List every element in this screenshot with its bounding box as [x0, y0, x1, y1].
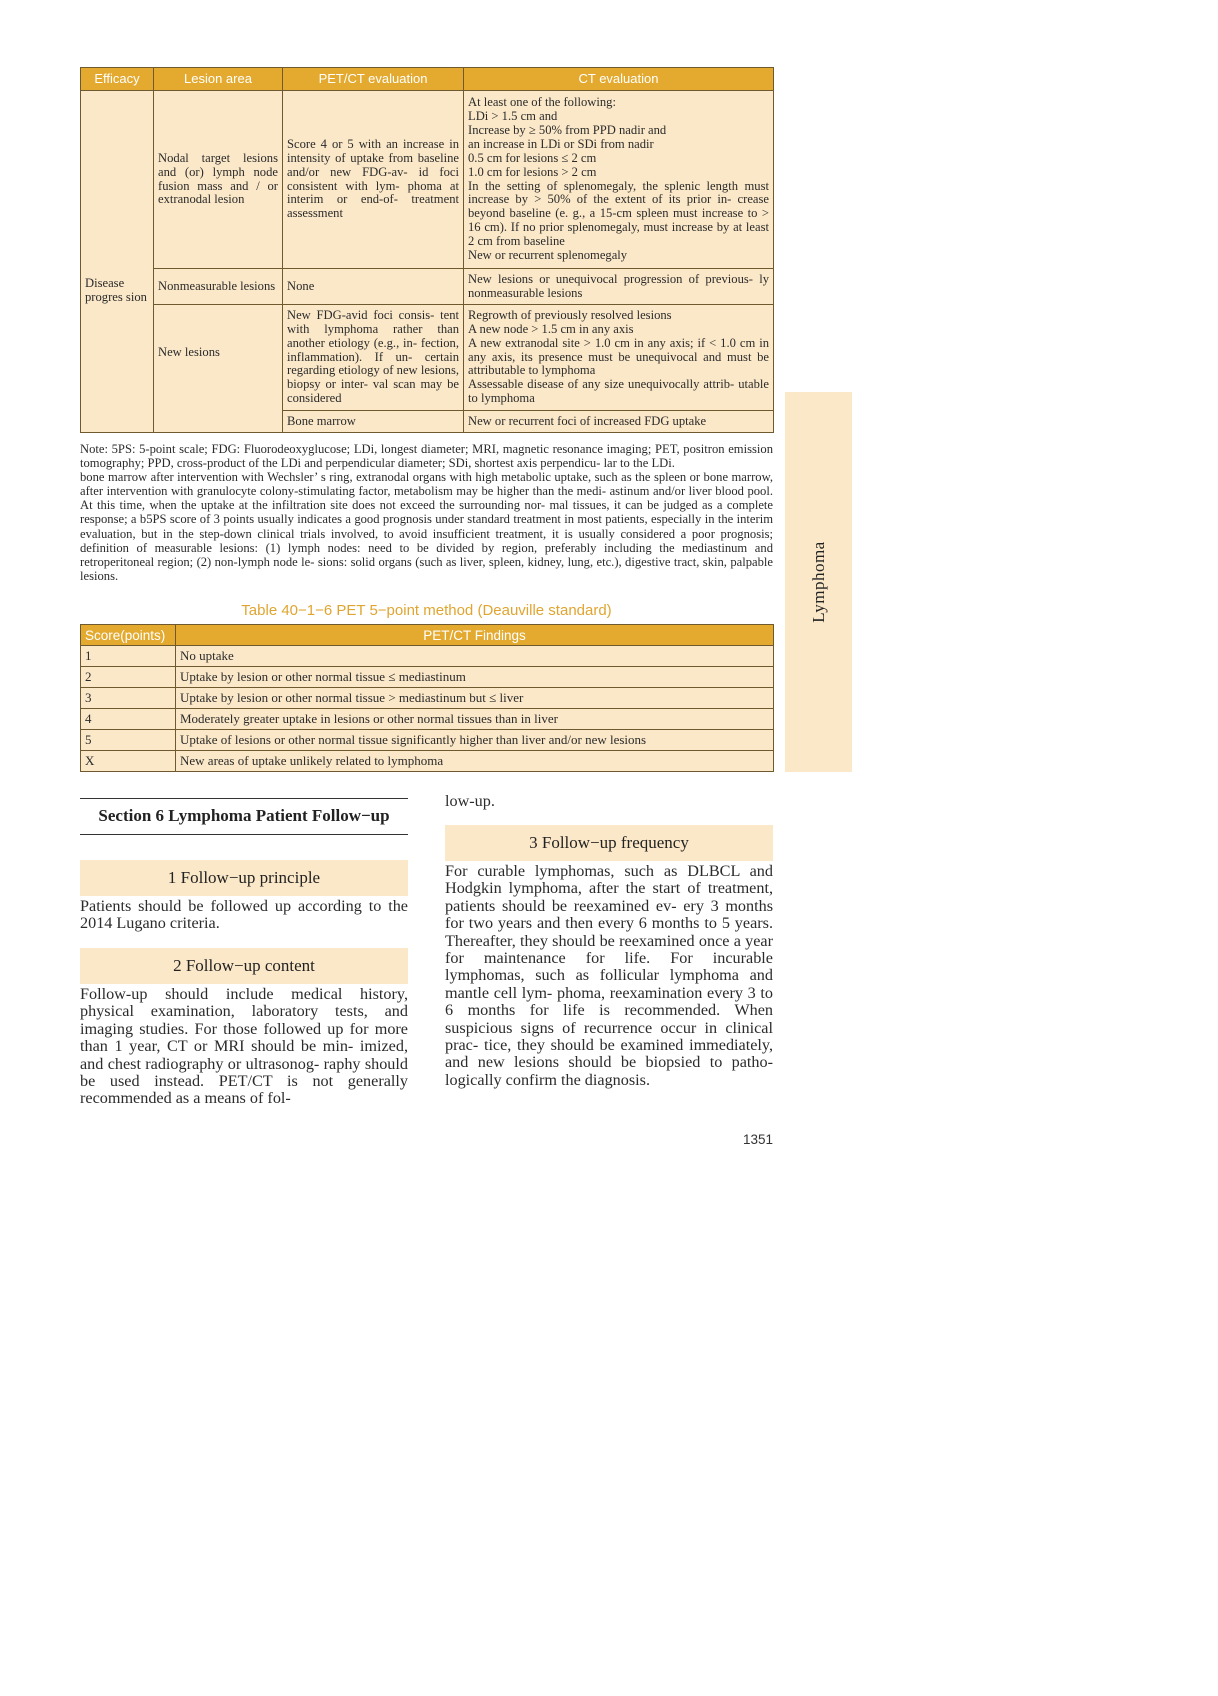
header-lesion-area: Lesion area: [154, 68, 283, 91]
heading-follow-up-principle: [80, 860, 408, 896]
table-row: [81, 709, 774, 730]
score-cell: 1: [81, 646, 176, 667]
header-score: Score(points): [81, 625, 176, 646]
ct-line: an increase in LDi or SDi from nadir: [468, 136, 654, 151]
header-pet-ct-evaluation: PET/CT evaluation: [283, 68, 464, 91]
table-header-row: [81, 68, 774, 91]
header-ct-evaluation: CT evaluation: [464, 68, 774, 91]
chapter-side-tab-label: Lymphoma: [808, 541, 828, 623]
paragraph-text: Follow-up should include medical history, physical examination, laboratory tests, and imaging studies. For those followed up for more than 1 year, CT or MRI should be min- imized, and chest radiography or ultrasonog- raphy should be used instead. PET/CT is not generally recommended as a means of fol-: [80, 985, 408, 1108]
finding-cell: Uptake by lesion or other normal tissue > mediastinum but ≤ liver: [176, 688, 774, 709]
ct-evaluation-cell: [464, 91, 774, 269]
heading-text: 2 Follow−up content: [173, 956, 315, 975]
paragraph-continuation: [445, 793, 773, 810]
ct-line: Increase by ≥ 50% from PPD nadir and: [468, 122, 667, 137]
pet-evaluation-cell: New FDG-avid foci consis- tent with lymphoma rather than another etiology (e.g., in- fection, inflammation). If un- certain regarding etiology of new lesions, biopsy or inter- val scan may be considered: [283, 305, 464, 411]
lesion-area-cell: Nodal target lesions and (or) lymph node fusion mass and / or extranodal lesion: [154, 91, 283, 269]
table-row: [81, 751, 774, 772]
paragraph-text: low-up.: [445, 792, 495, 810]
heading-text: 1 Follow−up principle: [167, 868, 321, 887]
finding-cell: No uptake: [176, 646, 774, 667]
header-efficacy: Efficacy: [81, 68, 154, 91]
table-row: [81, 91, 774, 269]
score-cell: X: [81, 751, 176, 772]
deauville-table: [80, 624, 774, 772]
lesion-area-cell: Nonmeasurable lesions: [154, 269, 283, 305]
table-row: [81, 269, 774, 305]
paragraph-text: For curable lymphomas, such as DLBCL and Hodgkin lymphoma, after the start of treatment, patients should be reexamined ev- ery 3 months for two years and then every 6 months to 5 years. Thereafter, they should be reexamined once a year for maintenance for life. For incurable lymphomas, such as follicular lymphoma and mantle cell lym- phoma, reexamination every 3 to 6 months for life is recommended. When suspicious signs of recurrence occur in clinical prac- tice, they should be examined immediately, and new lesions should be biopsied to patho- logically confirm the diagnosis.: [445, 862, 773, 1089]
ct-line: In the setting of splenomegaly, the splenic length must increase by > 50% of the extent of its prior in- crease beyond baseline (e. g., a 15-cm spleen must increase to > 16 cm). If no prior splenomegaly, must increase by at least 2 cm from baseline: [468, 178, 769, 249]
paragraph-follow-up-principle: [80, 898, 408, 933]
table-row: [81, 688, 774, 709]
section-rule-bottom: [80, 834, 408, 835]
heading-follow-up-content: [80, 948, 408, 984]
ct-line: 0.5 cm for lesions ≤ 2 cm: [468, 150, 597, 165]
paragraph-follow-up-content: [80, 986, 408, 1108]
ct-line: Regrowth of previously resolved lesions: [468, 307, 672, 322]
chapter-side-tab: [785, 392, 852, 772]
ct-line: A new node > 1.5 cm in any axis: [468, 321, 634, 336]
table-caption: Table 40−1−6 PET 5−point method (Deauville standard): [241, 602, 612, 619]
finding-cell: New areas of uptake unlikely related to lymphoma: [176, 751, 774, 772]
ct-evaluation-cell: New lesions or unequivocal progression of previous- ly nonmeasurable lesions: [464, 269, 774, 305]
paragraph-follow-up-frequency: [445, 863, 773, 1089]
efficacy-cell: Disease progres sion: [81, 91, 154, 433]
finding-cell: Uptake by lesion or other normal tissue ≤ mediastinum: [176, 667, 774, 688]
progression-criteria-table: [80, 67, 774, 433]
table-header-row: [81, 625, 774, 646]
score-cell: 5: [81, 730, 176, 751]
pet-evaluation-cell: Score 4 or 5 with an increase in intensity of uptake from baseline and/or new FDG-av- id foci consistent with lym- phoma at interim or end-of- treatment assessment: [283, 91, 464, 269]
table-row: [81, 646, 774, 667]
section-rule-top: [80, 798, 408, 799]
heading-follow-up-frequency: [445, 825, 773, 861]
finding-cell: Uptake of lesions or other normal tissue significantly higher than liver and/or new lesions: [176, 730, 774, 751]
pet-evaluation-cell: Bone marrow: [283, 411, 464, 433]
ct-line: A new extranodal site > 1.0 cm in any axis; if < 1.0 cm in any axis, its presence must be unequivocal and must be attributable to lymphoma: [468, 335, 769, 378]
note-bone-marrow: bone marrow after intervention with Wechsler’ s ring, extranodal organs with high metabolic uptake, such as the spleen or bone marrow, after intervention with granulocyte colony-stimulating factor, metabolism may be higher than the medi- astinum and/or liver blood pool. At this time, when the uptake at the infiltration site does not exceed the surrounding nor- mal tissues, it can be judged as a complete response; a b5PS score of 3 points usually indicates a good prognosis under standard treatment in most patients, especially in the interim evaluation, but in the step-down clinical trials involved, to avoid insufficient treatment, it is usually considered a poor prognosis; definition of measurable lesions: (1) lymph nodes: need to be divided by region, preferably including the mediastinum and retroperitoneal region; (2) non-lymph node le- sions: solid organs (such as liver, spleen, kidney, lung, etc.), digestive tract, skin, palpable lesions.: [80, 470, 773, 583]
page-number: 1351: [742, 1132, 773, 1147]
header-findings: PET/CT Findings: [176, 625, 774, 646]
table-row: [81, 667, 774, 688]
section-title: Section 6 Lymphoma Patient Follow−up: [98, 806, 390, 825]
ct-evaluation-cell: [464, 305, 774, 411]
table-row: [81, 730, 774, 751]
note-abbreviations: Note: 5PS: 5-point scale; FDG: Fluorodeoxyglucose; LDi, longest diameter; MRI, magnetic resonance imaging; PET, positron emission tomography; PPD, cross-product of the LDi and perpendicular diameter; SDi, shortest axis perpendicu- lar to the LDi.: [80, 442, 773, 471]
lesion-area-cell: New lesions: [154, 305, 283, 433]
ct-line: 1.0 cm for lesions > 2 cm: [468, 164, 597, 179]
table-row: [81, 305, 774, 411]
ct-line: LDi > 1.5 cm and: [468, 108, 558, 123]
ct-line: Assessable disease of any size unequivocally attrib- utable to lymphoma: [468, 377, 769, 406]
score-cell: 2: [81, 667, 176, 688]
heading-text: 3 Follow−up frequency: [529, 833, 689, 852]
pet-evaluation-cell: None: [283, 269, 464, 305]
finding-cell: Moderately greater uptake in lesions or other normal tissues than in liver: [176, 709, 774, 730]
score-cell: 3: [81, 688, 176, 709]
ct-line: At least one of the following:: [468, 95, 616, 110]
paragraph-text: Patients should be followed up according to the 2014 Lugano criteria.: [80, 897, 408, 933]
table-notes: [80, 442, 773, 583]
score-cell: 4: [81, 709, 176, 730]
ct-line: New or recurrent splenomegaly: [468, 248, 628, 263]
ct-evaluation-cell: New or recurrent foci of increased FDG uptake: [464, 411, 774, 433]
